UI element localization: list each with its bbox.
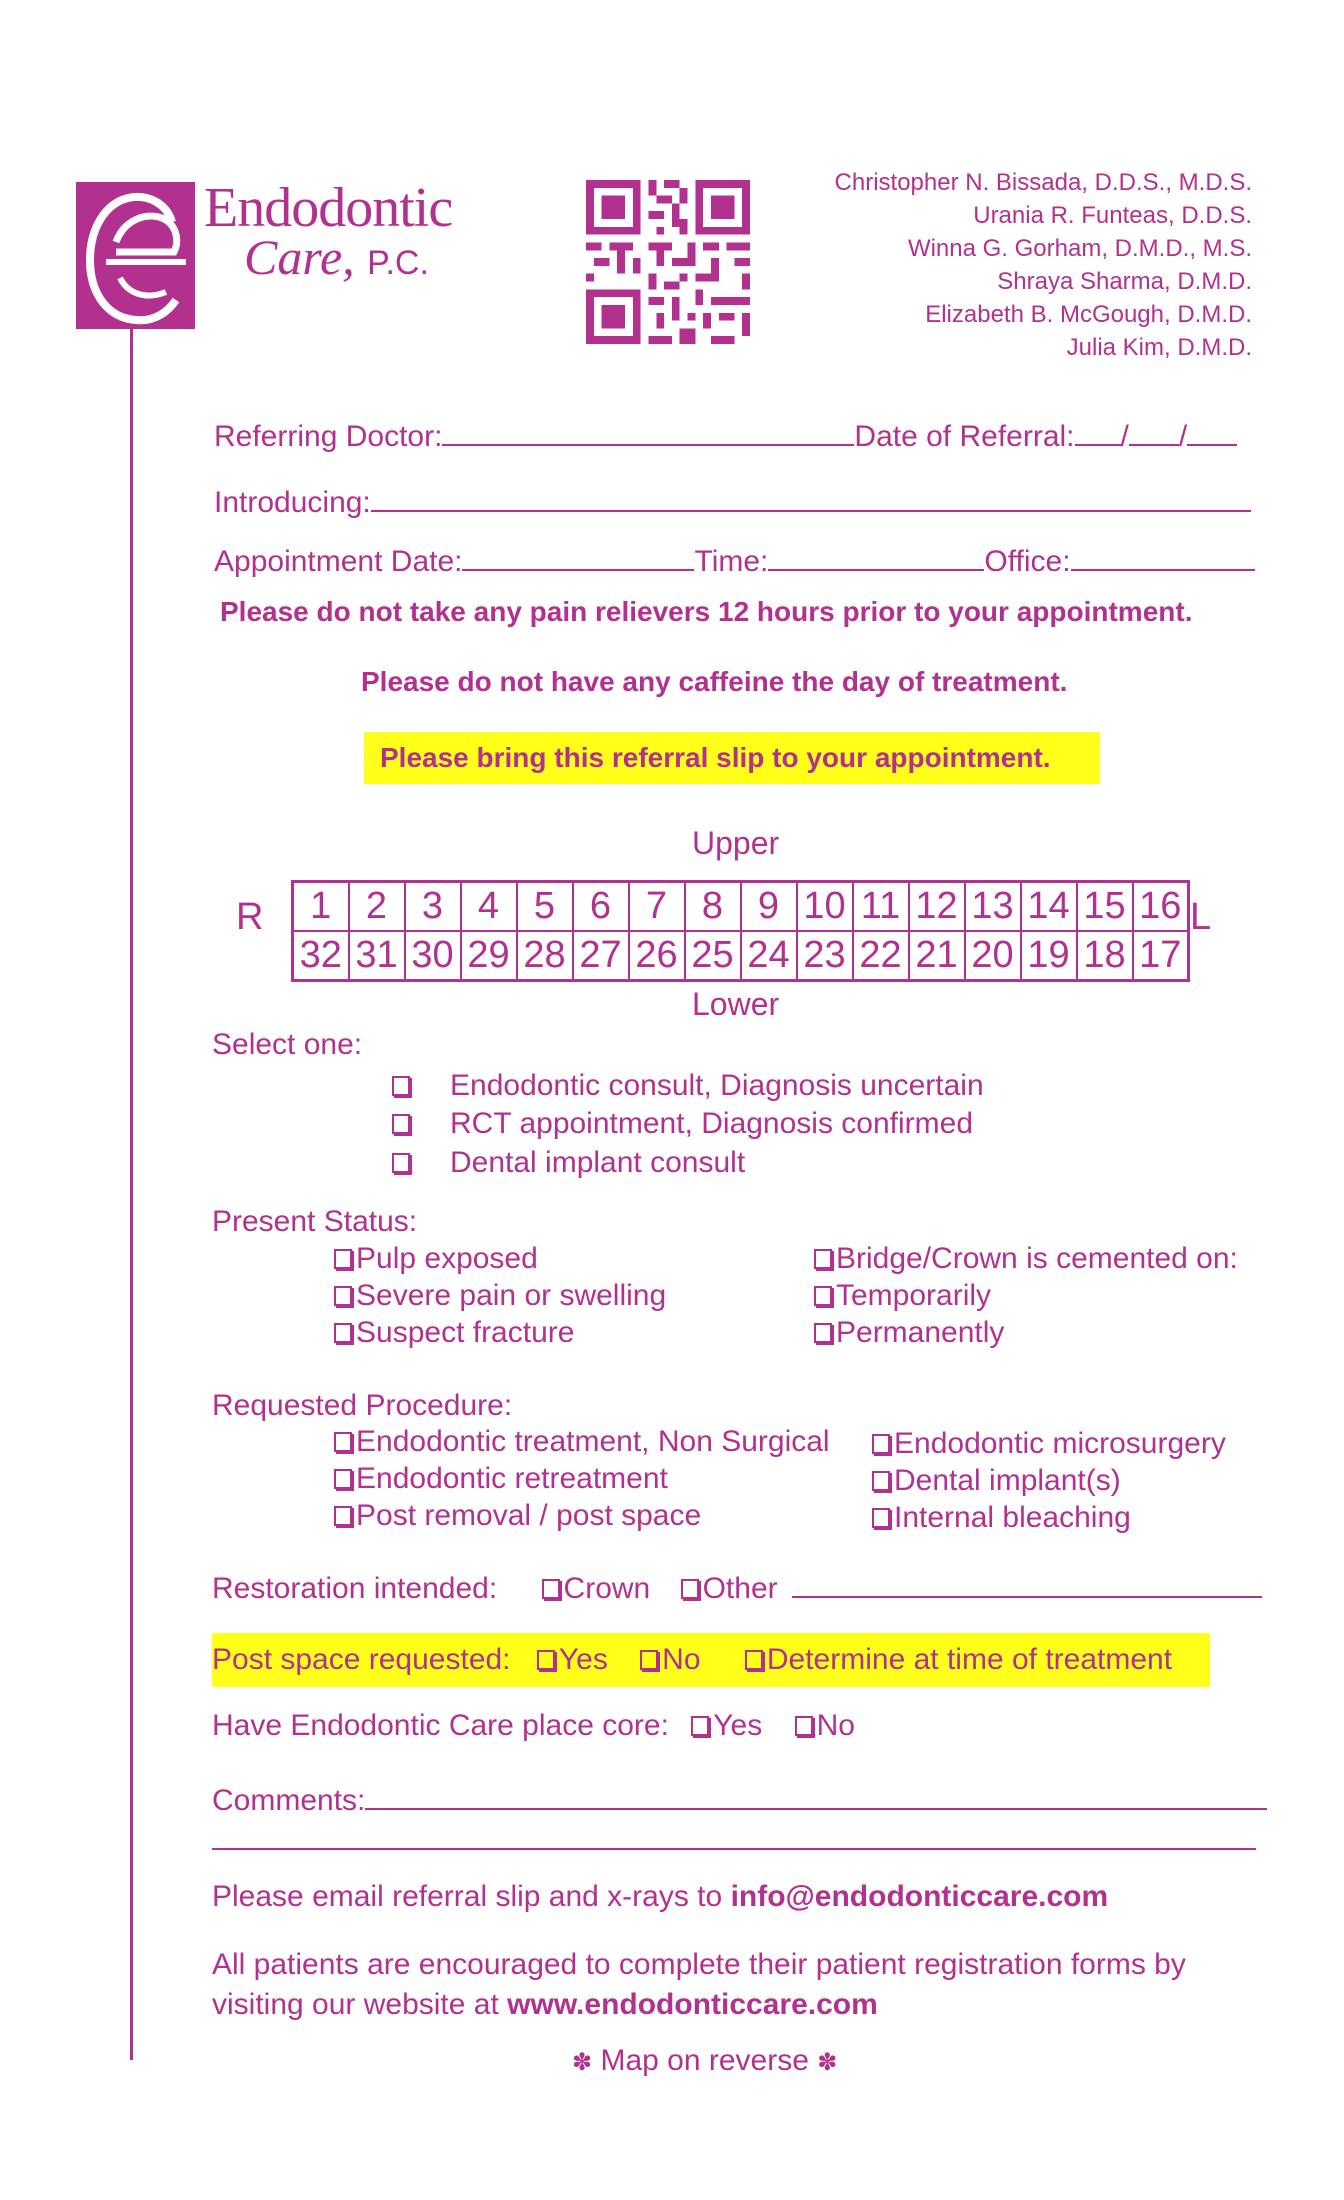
map-note: ✽ Map on reverse ✽ [572,2044,838,2077]
doctor-name: Urania R. Funteas, D.D.S. [973,202,1252,229]
referring-doctor-field[interactable] [442,420,854,446]
checkbox[interactable] [542,1579,560,1599]
comments-row [212,1784,1267,1818]
tooth-cell[interactable]: 10 [797,882,853,932]
option-endo-consult[interactable]: Endodontic consult, Diagnosis uncertain [392,1069,984,1103]
checkbox[interactable] [795,1716,813,1736]
checkbox[interactable] [691,1716,709,1736]
tooth-cell[interactable]: 18 [1077,931,1133,981]
tooth-cell[interactable]: 31 [349,931,405,981]
procedure-dental-implant[interactable]: Dental implant(s) [872,1464,1121,1498]
flower-icon: ✽ [572,2049,593,2076]
appointment-row [214,545,1255,579]
office-field[interactable] [1071,545,1255,571]
tooth-cell[interactable]: 1 [293,882,349,932]
restoration-other[interactable]: Other [681,1572,778,1605]
procedure-internal-bleaching[interactable]: Internal bleaching [872,1501,1131,1535]
core-yes[interactable]: Yes [691,1709,762,1742]
tooth-cell[interactable]: 28 [517,931,573,981]
option-rct-appointment[interactable]: RCT appointment, Diagnosis confirmed [392,1107,973,1141]
tooth-cell[interactable]: 3 [405,882,461,932]
website-link[interactable]: www.endodonticcare.com [507,1988,878,2021]
email-link[interactable]: info@endodonticcare.com [730,1880,1109,1913]
checkbox[interactable] [392,1153,410,1173]
logo-e-icon [76,182,195,329]
time-label: Time: [694,545,769,578]
status-severe-pain[interactable]: Severe pain or swelling [334,1279,666,1313]
procedure-retreatment[interactable]: Endodontic retreatment [334,1462,668,1496]
date-separator: / [1178,420,1188,453]
notice-pain: Please do not take any pain relievers 12 hours prior to your appointment. [220,596,1193,627]
restoration-row [212,1572,1262,1606]
appointment-date-label: Appointment Date: [214,545,463,578]
status-permanently[interactable]: Permanently [814,1316,1004,1350]
comments-field[interactable] [365,1784,1267,1810]
restoration-crown[interactable]: Crown [542,1572,651,1605]
upper-label: Upper [692,825,780,861]
tooth-cell[interactable]: 22 [853,931,909,981]
tooth-cell[interactable]: 17 [1133,931,1189,981]
date-of-referral-label: Date of Referral: [854,420,1075,453]
tooth-chart [291,880,1190,982]
referral-day-field[interactable] [1129,420,1179,446]
checkbox[interactable] [334,1469,352,1489]
notice-caffeine: Please do not have any caffeine the day of treatment. [361,666,1068,697]
referral-year-field[interactable] [1187,420,1237,446]
tooth-cell[interactable]: 27 [573,931,629,981]
restoration-label: Restoration intended: [212,1572,498,1605]
tooth-cell[interactable]: 21 [909,931,965,981]
checkbox[interactable] [872,1508,890,1528]
upper-teeth-row [293,882,1189,932]
lower-label: Lower [692,986,780,1022]
appointment-date-field[interactable] [462,545,694,571]
doctor-list [835,166,1252,364]
doctor-name: Winna G. Gorham, D.M.D., M.S. [907,235,1252,262]
tooth-cell[interactable]: 5 [517,882,573,932]
core-no[interactable]: No [795,1709,855,1742]
status-suspect-fracture[interactable]: Suspect fracture [334,1316,574,1350]
post-space-yes[interactable]: Yes [537,1643,608,1676]
doctor-name: Elizabeth B. McGough, D.M.D. [925,301,1252,328]
checkbox[interactable] [334,1506,352,1526]
doctor-name: Julia Kim, D.M.D. [1066,334,1252,361]
tooth-cell[interactable]: 14 [1021,882,1077,932]
tooth-cell[interactable]: 7 [629,882,685,932]
checkbox[interactable] [392,1114,410,1134]
core-label: Have Endodontic Care place core: [212,1709,669,1742]
tooth-cell[interactable]: 8 [685,882,741,932]
checkbox[interactable] [640,1650,658,1670]
restoration-other-field[interactable] [792,1572,1262,1598]
present-status-label: Present Status: [212,1205,418,1238]
brand-line2: Care, P.C. [244,229,429,285]
brand-suffix: P.C. [367,244,429,282]
checkbox[interactable] [334,1286,352,1306]
checkbox[interactable] [814,1323,832,1343]
post-space-label: Post space requested: [212,1643,511,1676]
tooth-cell[interactable]: 19 [1021,931,1077,981]
status-bridge-crown[interactable]: Bridge/Crown is cemented on: [814,1242,1238,1276]
left-side-label: L [1190,896,1212,938]
introducing-row [214,486,1251,520]
requested-procedure-label: Requested Procedure: [212,1389,513,1422]
checkbox[interactable] [334,1432,352,1452]
checkbox[interactable] [681,1579,699,1599]
post-space-row [212,1643,1172,1677]
referral-month-field[interactable] [1075,420,1121,446]
checkbox[interactable] [872,1434,890,1454]
tooth-cell[interactable]: 12 [909,882,965,932]
notice-bring-slip: Please bring this referral slip to your appointment. [364,732,1100,784]
checkbox[interactable] [334,1323,352,1343]
checkbox[interactable] [745,1650,763,1670]
tooth-cell[interactable]: 30 [405,931,461,981]
procedure-nonsurgical[interactable]: Endodontic treatment, Non Surgical [334,1425,830,1459]
tooth-cell[interactable]: 23 [797,931,853,981]
post-space-determine[interactable]: Determine at time of treatment [745,1643,1172,1676]
email-instruction: Please email referral slip and x-rays to info@endodonticcare.com [212,1880,1109,1913]
introducing-field[interactable] [371,486,1251,512]
procedure-post-removal[interactable]: Post removal / post space [334,1499,701,1533]
date-separator: / [1120,420,1129,453]
margin-line [130,329,133,2060]
status-pulp-exposed[interactable]: Pulp exposed [334,1242,538,1276]
tooth-cell[interactable]: 24 [741,931,797,981]
doctor-name: Christopher N. Bissada, D.D.S., M.D.S. [834,169,1252,196]
registration-line2: visiting our website at www.endodonticcare.com [212,1988,878,2021]
tooth-cell[interactable]: 16 [1133,882,1189,932]
checkbox[interactable] [872,1471,890,1491]
comments-field-line2[interactable] [212,1848,1256,1850]
tooth-cell[interactable]: 29 [461,931,517,981]
tooth-cell[interactable]: 2 [349,882,405,932]
right-side-label: R [236,896,264,938]
status-temporarily[interactable]: Temporarily [814,1279,991,1313]
post-space-no[interactable]: No [640,1643,700,1676]
tooth-cell[interactable]: 15 [1077,882,1133,932]
referral-row [214,420,1237,454]
brand-line1: Endodontic [204,177,453,239]
doctor-name: Shraya Sharma, D.M.D. [997,268,1252,295]
office-label: Office: [984,545,1071,578]
checkbox[interactable] [814,1286,832,1306]
option-implant-consult[interactable]: Dental implant consult [392,1146,745,1180]
checkbox[interactable] [814,1249,832,1269]
tooth-cell[interactable]: 32 [293,931,349,981]
logo-mark [76,182,195,329]
referring-doctor-label: Referring Doctor: [214,420,443,453]
tooth-cell[interactable]: 13 [965,882,1021,932]
checkbox[interactable] [537,1650,555,1670]
time-field[interactable] [768,545,984,571]
select-one-label: Select one: [212,1028,363,1061]
introducing-label: Introducing: [214,486,371,519]
checkbox[interactable] [334,1249,352,1269]
tooth-cell[interactable]: 26 [629,931,685,981]
core-row [212,1709,855,1743]
tooth-cell[interactable]: 20 [965,931,1021,981]
tooth-cell[interactable]: 4 [461,882,517,932]
lower-teeth-row [293,931,1189,981]
comments-label: Comments: [212,1784,366,1817]
tooth-cell[interactable]: 9 [741,882,797,932]
tooth-cell[interactable]: 11 [853,882,909,932]
tooth-cell[interactable]: 6 [573,882,629,932]
qr-code-icon [586,180,750,344]
tooth-cell[interactable]: 25 [685,931,741,981]
checkbox[interactable] [392,1076,410,1096]
flower-icon: ✽ [817,2049,838,2076]
registration-line1: All patients are encouraged to complete their patient registration forms by [212,1948,1186,1981]
procedure-microsurgery[interactable]: Endodontic microsurgery [872,1427,1226,1461]
